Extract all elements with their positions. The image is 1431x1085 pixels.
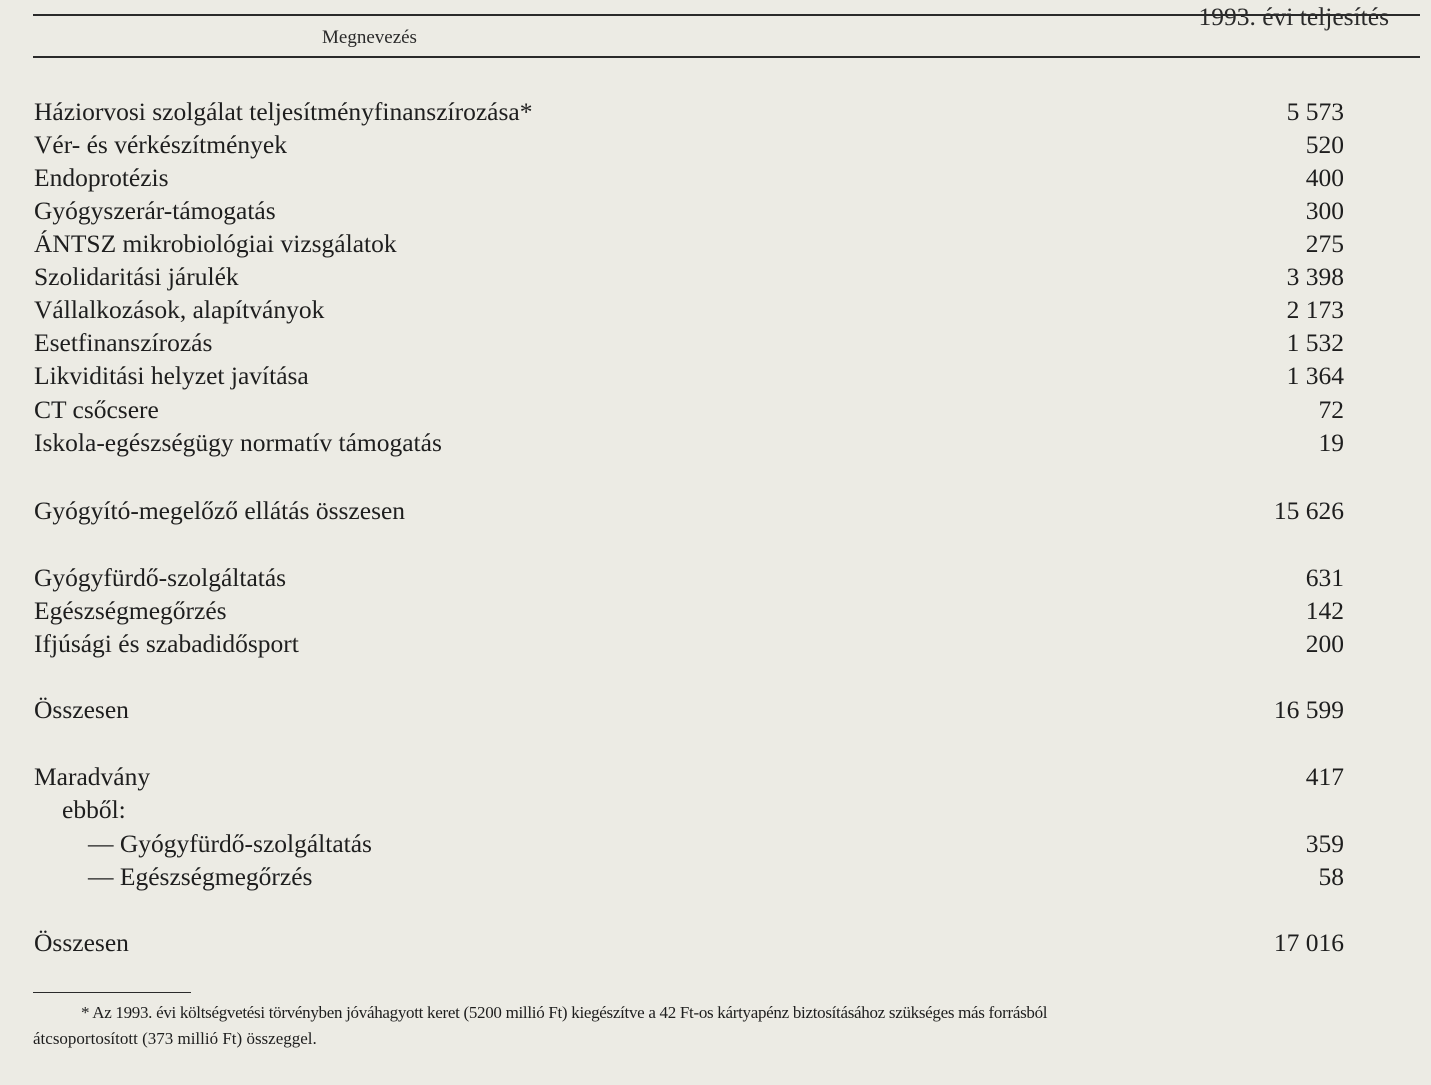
table-row <box>0 594 1431 628</box>
row-value: 400 <box>1305 163 1344 192</box>
table-row <box>0 260 1431 294</box>
row-label: Összesen <box>34 695 129 724</box>
row-label: Vállalkozások, alapítványok <box>34 295 325 324</box>
row-label: CT csőcsere <box>34 395 159 424</box>
table-row <box>0 760 1431 794</box>
row-value: 16 599 <box>1273 695 1344 724</box>
table-row <box>0 194 1431 228</box>
row-label: Szolidaritási járulék <box>34 262 239 291</box>
table-row <box>0 359 1431 393</box>
row-value: 58 <box>1318 862 1344 891</box>
subtotal-row <box>0 494 1431 528</box>
row-label: Vér- és vérkészítmények <box>34 130 287 159</box>
header-bottom-rule <box>33 56 1420 58</box>
table-row <box>0 793 1431 827</box>
row-label: Esetfinanszírozás <box>34 328 213 357</box>
row-value: 15 626 <box>1273 496 1344 525</box>
row-value: 2 173 <box>1286 295 1344 324</box>
row-label: Iskola-egészségügy normatív támogatás <box>34 428 442 457</box>
row-value: 72 <box>1318 395 1344 424</box>
row-value: 300 <box>1305 196 1344 225</box>
row-value: 275 <box>1305 229 1344 258</box>
column-header-value: 1993. évi teljesítés <box>1198 2 1389 31</box>
table-row <box>0 827 1431 861</box>
row-label: Gyógyító-megelőző ellátás összesen <box>34 496 406 525</box>
table-row <box>0 161 1431 195</box>
table-row <box>0 426 1431 460</box>
row-value: 19 <box>1318 428 1344 457</box>
grand-total-row <box>0 926 1431 960</box>
row-label: Likviditási helyzet javítása <box>34 361 309 390</box>
table-row <box>0 393 1431 427</box>
table-row <box>0 860 1431 894</box>
row-label: Gyógyszerár-támogatás <box>34 196 276 225</box>
row-label: Maradvány <box>34 762 151 791</box>
footnote-line-2: átcsoportosított (373 millió Ft) összeggel. <box>33 1029 317 1048</box>
row-value: 142 <box>1305 596 1344 625</box>
row-value: 3 398 <box>1286 262 1344 291</box>
table-row <box>0 95 1431 129</box>
row-label: Endoprotézis <box>34 163 169 192</box>
table-row <box>0 561 1431 595</box>
row-value: 1 532 <box>1286 328 1344 357</box>
footnote-line-1: * Az 1993. évi költségvetési törvényben jóváhagyott keret (5200 millió Ft) kiegészítve a 42 Ft-os kártyapénz biztosításához szükséges más forrásból <box>81 1003 1048 1022</box>
table-row <box>0 227 1431 261</box>
total-row <box>0 693 1431 727</box>
row-label: Háziorvosi szolgálat teljesítményfinanszírozása* <box>34 97 533 126</box>
footnote-rule <box>33 992 191 993</box>
row-value: 1 364 <box>1286 361 1344 390</box>
row-value: 631 <box>1305 563 1344 592</box>
row-value: 417 <box>1305 762 1344 791</box>
row-label: Ifjúsági és szabadidősport <box>34 629 299 658</box>
row-label: — Egészségmegőrzés <box>88 862 313 891</box>
row-label: ÁNTSZ mikrobiológiai vizsgálatok <box>34 229 397 258</box>
row-label: Egészségmegőrzés <box>34 596 227 625</box>
table-row <box>0 128 1431 162</box>
row-label: ebből: <box>62 795 126 824</box>
row-value: 200 <box>1305 629 1344 658</box>
column-header-name: Megnevezés <box>322 27 417 48</box>
row-label: Gyógyfürdő-szolgáltatás <box>34 563 287 592</box>
table-row <box>0 627 1431 661</box>
row-value: 520 <box>1305 130 1344 159</box>
table-row <box>0 326 1431 360</box>
table-row <box>0 293 1431 327</box>
row-value: 17 016 <box>1273 928 1344 957</box>
row-label: — Gyógyfürdő-szolgáltatás <box>88 829 372 858</box>
row-value: 359 <box>1305 829 1344 858</box>
row-label: Összesen <box>34 928 129 957</box>
footnote <box>33 1000 1425 1052</box>
row-value: 5 573 <box>1286 97 1344 126</box>
